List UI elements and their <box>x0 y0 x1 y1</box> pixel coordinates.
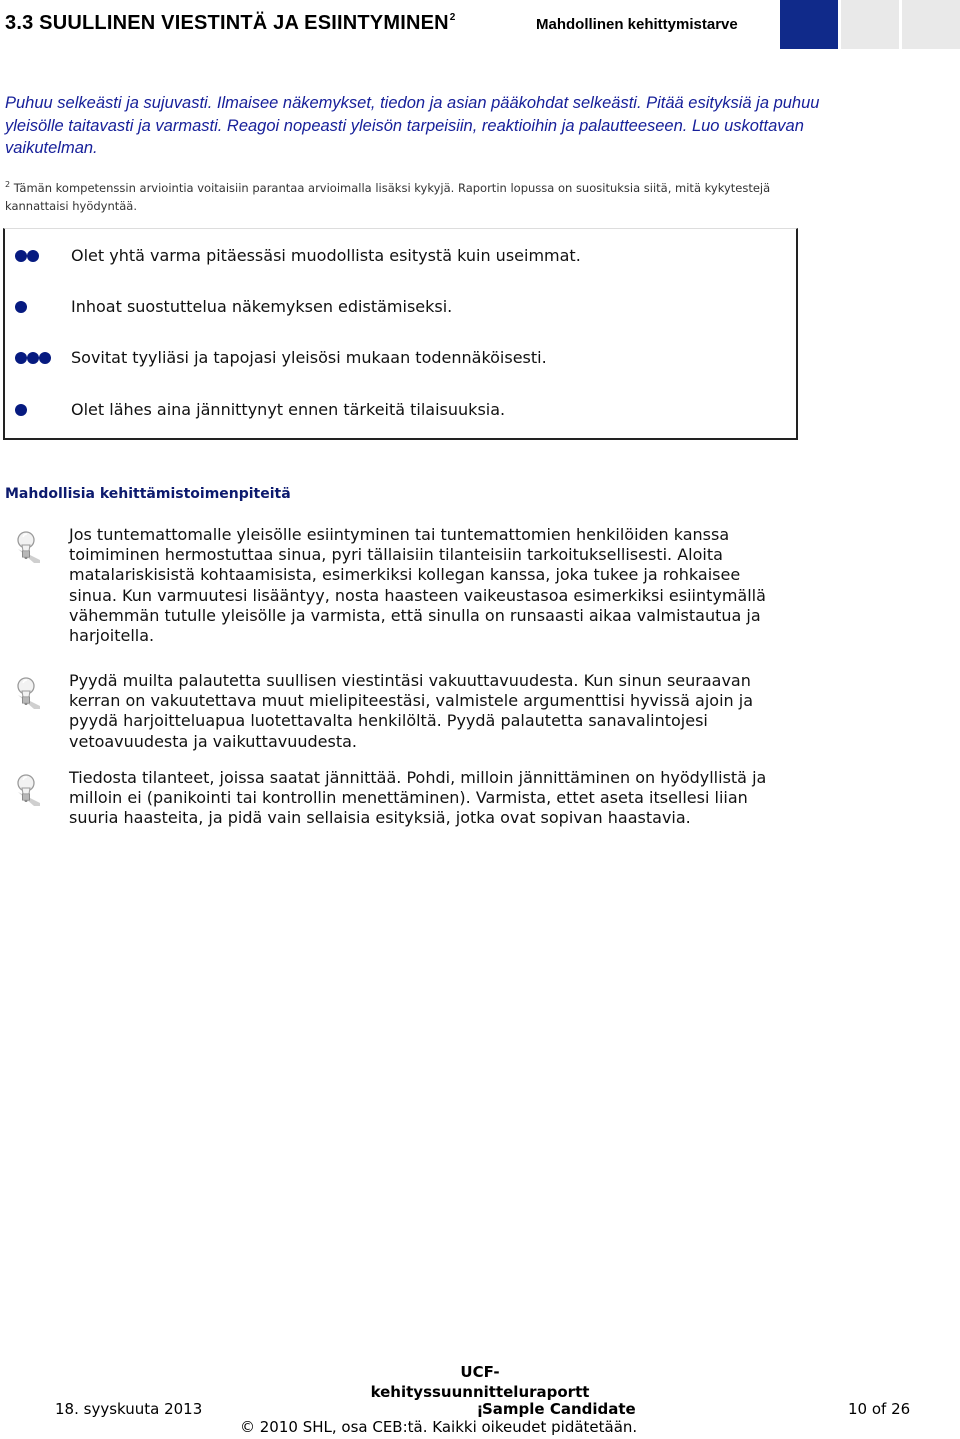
lightbulb-icon <box>14 772 42 810</box>
action-text: Jos tuntemattomalle yleisölle esiintyminen tai tuntemattomien henkilöiden kanssa toimiminen hermostuttaa sinua, pyri tällaisiin tilanteisiin tarkoituksellisesti. Aloita matalariskisistä kohtaamisista, esimerkiksi kollegan kanssa, joka tukee ja rohkaisee sinua. Kun varmuutesi lisääntyy, nosta haasteen vaikeustasoa esimerkiksi esiintymällä vähemmän tutulle yleisölle ja varmista, että sinulla on runsaasti aikaa valmistautua ja harjoitella. <box>69 525 766 646</box>
competency-description: Puhuu selkeästi ja sujuvasti. Ilmaisee näkemykset, tiedon ja asian pääkohdat selkeästi. Pitää esityksiä ja puhuu yleisölle taitavasti ja varmasti. Reagoi nopeasti yleisön tarpeisiin, reaktioihin ja palautteeseen. Luo uskottavan vaikutelman. <box>5 94 820 157</box>
scale-box-empty <box>841 0 899 49</box>
rating-item <box>5 245 795 269</box>
footnote: $^2$ Tämän kompetenssin arviointia voitaisiin parantaa arvioimalla lisäksi kykyjä. Raportin lopussa on suosituksia siitä, mitä kykytestejä kannattaisi hyödyntää. <box>5 180 771 213</box>
rating-box <box>3 228 798 440</box>
actions-heading: Mahdollisia kehittämistoimenpiteitä <box>5 486 291 502</box>
action-text: Pyydä muilta palautetta suullisen viestintäsi vakuuttavuudesta. Kun sinun seuraavan kerran on vakuutettava muut mielipiteestäsi, valmistele argumenttisi hyvissä ajoin ja pyydä harjoitteluapua luotettavalta henkilöltä. Pyydä palautetta sanavalintojesi vetoavuudesta ja vaikuttavuudesta. <box>69 671 753 751</box>
rating-item <box>5 296 795 320</box>
rating-dot <box>39 352 51 364</box>
footer-report-name: UCF- kehityssuunnitteluraportt i <box>370 1363 590 1421</box>
rating-dot <box>27 250 39 262</box>
footnote-marker: 2 <box>449 12 456 23</box>
rating-dot <box>27 352 39 364</box>
page-number: 10 of 26 <box>848 1400 911 1418</box>
rating-dot <box>15 404 27 416</box>
lightbulb-icon <box>14 675 42 713</box>
rating-item <box>5 399 795 423</box>
scale-box-filled <box>780 0 838 49</box>
rating-item <box>5 347 795 371</box>
scale-box-empty <box>902 0 960 49</box>
footer-candidate: Sample Candidate <box>482 1400 636 1418</box>
footer-date: 18. syyskuuta 2013 <box>55 1400 203 1418</box>
footnote-number: 2 <box>5 180 11 189</box>
rating-text: Olet lähes aina jännittynyt ennen tärkeitä tilaisuuksia. <box>71 400 506 419</box>
rating-text: Olet yhtä varma pitäessäsi muodollista esitystä kuin useimmat. <box>71 246 581 265</box>
rating-dot <box>15 301 27 313</box>
action-text: Tiedosta tilanteet, joissa saatat jännittää. Pohdi, milloin jännittäminen on hyödyllistä ja milloin ei (panikointi tai kontrollin menettäminen). Varmista, ettet aseta itsellesi liian suuria haasteita, ja pidä vain sellaisia esityksiä, jotka ovat sopivan haastavia. <box>69 768 767 828</box>
rating-text: Sovitat tyyliäsi ja tapojasi yleisösi mukaan todennäköisesti. <box>71 348 547 367</box>
rating-text: Inhoat suostuttelua näkemyksen edistämiseksi. <box>71 297 453 316</box>
development-need-label: Mahdollinen kehittymistarve <box>536 16 738 33</box>
rating-dot <box>15 250 27 262</box>
lightbulb-icon <box>14 529 42 567</box>
page-header <box>0 0 960 50</box>
section-title: 3.3 SUULLINEN VIESTINTÄ JA ESIINTYMINEN$^2$ <box>5 12 456 34</box>
rating-dot <box>15 352 27 364</box>
copyright: © 2010 SHL, osa CEB:tä. Kaikki oikeudet pidätetään. <box>240 1418 638 1436</box>
